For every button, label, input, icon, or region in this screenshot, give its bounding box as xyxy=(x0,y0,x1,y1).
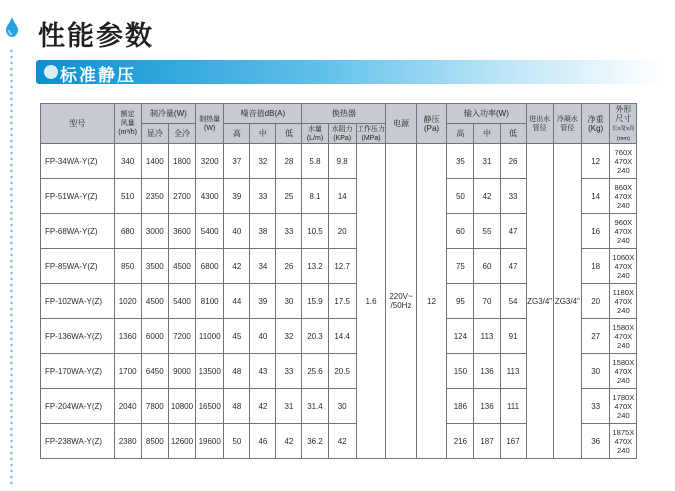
cell-sensible: 4500 xyxy=(141,284,168,319)
dimension-line: 760X xyxy=(614,147,633,157)
cell-power-mid: 55 xyxy=(474,214,500,249)
cell-power-low: 91 xyxy=(500,319,526,354)
cell-noise-high: 50 xyxy=(224,424,250,459)
dimension-line: 470X xyxy=(614,191,633,201)
dimension-line: 470X xyxy=(614,261,633,271)
banner-bullet-icon xyxy=(44,65,58,79)
cell-water-resistance: 30 xyxy=(328,389,356,424)
cell-weight: 12 xyxy=(582,144,610,179)
col-noise-high: 高 xyxy=(224,124,250,144)
cell-noise-low: 28 xyxy=(276,144,302,179)
cell-power-mid: 60 xyxy=(474,249,500,284)
cell-water-resistance: 20 xyxy=(328,214,356,249)
cell-noise-low: 33 xyxy=(276,354,302,389)
cell-airflow: 680 xyxy=(114,214,141,249)
cell-weight: 30 xyxy=(582,354,610,389)
cell-model: FP-85WA-Y(Z) xyxy=(41,249,115,284)
cell-noise-low: 26 xyxy=(276,249,302,284)
cell-power-high: 35 xyxy=(447,144,474,179)
cell-heating: 6800 xyxy=(196,249,224,284)
cell-power-low: 111 xyxy=(500,389,526,424)
section-title: 标准静压 xyxy=(60,66,136,86)
cell-total: 7200 xyxy=(168,319,195,354)
dimension-line: 1780X xyxy=(612,392,635,402)
cell-total: 9000 xyxy=(168,354,195,389)
cell-heating: 4300 xyxy=(196,179,224,214)
cell-airflow: 850 xyxy=(114,249,141,284)
cell-airflow: 510 xyxy=(114,179,141,214)
col-water-flow: 水量 (L/m) xyxy=(302,124,328,144)
col-airflow: 额定 风量 (m³/h) xyxy=(114,104,141,144)
dimension-line: 240 xyxy=(617,200,630,210)
cell-total: 10800 xyxy=(168,389,195,424)
cell-dimensions xyxy=(610,179,637,214)
cell-dimensions xyxy=(610,249,637,284)
dimension-line: 240 xyxy=(617,235,630,245)
cell-noise-low: 33 xyxy=(276,214,302,249)
cell-noise-high: 39 xyxy=(224,179,250,214)
cell-sensible: 7800 xyxy=(141,389,168,424)
cell-power-low: 33 xyxy=(500,179,526,214)
dimension-line: 470X xyxy=(614,401,633,411)
cell-noise-mid: 46 xyxy=(250,424,276,459)
cell-noise-high: 40 xyxy=(224,214,250,249)
dimension-line: 1180X xyxy=(612,287,635,297)
cell-power-low: 167 xyxy=(500,424,526,459)
cell-power-mid: 187 xyxy=(474,424,500,459)
cell-noise-mid: 42 xyxy=(250,389,276,424)
cell-power-high: 216 xyxy=(447,424,474,459)
cell-water-resistance: 14.4 xyxy=(328,319,356,354)
cell-water-flow: 13.2 xyxy=(302,249,328,284)
col-heat-exchanger: 换热器 xyxy=(302,104,386,124)
cell-airflow: 340 xyxy=(114,144,141,179)
cell-weight: 14 xyxy=(582,179,610,214)
cell-heating: 5400 xyxy=(196,214,224,249)
col-heating: 制热量 (W) xyxy=(196,104,224,144)
cell-noise-high: 48 xyxy=(224,389,250,424)
cell-airflow: 1360 xyxy=(114,319,141,354)
cell-water-resistance: 14 xyxy=(328,179,356,214)
cell-model: FP-68WA-Y(Z) xyxy=(41,214,115,249)
cell-total: 12600 xyxy=(168,424,195,459)
dimension-line: 1060X xyxy=(612,252,635,262)
cell-power-high: 60 xyxy=(447,214,474,249)
water-drop-icon xyxy=(4,16,20,38)
cell-water-flow: 15.9 xyxy=(302,284,328,319)
cell-power-mid: 31 xyxy=(474,144,500,179)
cell-dimensions xyxy=(610,284,637,319)
cell-noise-mid: 32 xyxy=(250,144,276,179)
cell-power-low: 47 xyxy=(500,214,526,249)
dimension-line: 860X xyxy=(614,182,633,192)
dimension-line: 1580X xyxy=(612,322,635,332)
cell-airflow: 2380 xyxy=(114,424,141,459)
cell-heating: 16500 xyxy=(196,389,224,424)
cell-airflow: 2040 xyxy=(114,389,141,424)
cell-power-high: 95 xyxy=(447,284,474,319)
cell-model: FP-51WA-Y(Z) xyxy=(41,179,115,214)
cell-water-flow: 25.6 xyxy=(302,354,328,389)
dimension-line: 1875X xyxy=(612,427,635,437)
col-power-low: 低 xyxy=(500,124,526,144)
cell-water-flow: 10.5 xyxy=(302,214,328,249)
cell-noise-low: 32 xyxy=(276,319,302,354)
cell-power-mid: 70 xyxy=(474,284,500,319)
dimension-line: 240 xyxy=(617,340,630,350)
col-condensate: 冷凝水 管径 xyxy=(553,104,581,144)
col-power-mid: 中 xyxy=(474,124,500,144)
cell-noise-mid: 40 xyxy=(250,319,276,354)
cell-water-flow: 36.2 xyxy=(302,424,328,459)
cell-water-flow: 20.3 xyxy=(302,319,328,354)
cell-sensible: 3000 xyxy=(141,214,168,249)
cell-model: FP-238WA-Y(Z) xyxy=(41,424,115,459)
dimension-line: 240 xyxy=(617,375,630,385)
cell-power-high: 75 xyxy=(447,249,474,284)
power-supply-voltage: 220V~ xyxy=(389,292,413,301)
cell-noise-low: 25 xyxy=(276,179,302,214)
cell-power-low: 47 xyxy=(500,249,526,284)
cell-water-resistance: 17.5 xyxy=(328,284,356,319)
col-model: 型号 xyxy=(41,104,115,144)
cell-dimensions xyxy=(610,424,637,459)
col-water-resistance: 水阻力 (KPa) xyxy=(328,124,356,144)
cell-sensible: 1400 xyxy=(141,144,168,179)
cell-airflow: 1020 xyxy=(114,284,141,319)
cell-dimensions xyxy=(610,354,637,389)
cell-power-low: 54 xyxy=(500,284,526,319)
cell-inlet-outlet: ZG3/4" xyxy=(526,144,553,459)
cell-dimensions xyxy=(610,319,637,354)
cell-power-mid: 136 xyxy=(474,389,500,424)
cell-noise-low: 31 xyxy=(276,389,302,424)
table-header-row xyxy=(41,104,667,124)
cell-water-flow: 5.8 xyxy=(302,144,328,179)
cell-model: FP-204WA-Y(Z) xyxy=(41,389,115,424)
col-cooling: 制冷量(W) xyxy=(141,104,195,124)
power-supply-frequency: /50Hz xyxy=(390,301,412,310)
dotted-margin-line xyxy=(9,48,14,488)
cell-power-high: 186 xyxy=(447,389,474,424)
cell-noise-high: 45 xyxy=(224,319,250,354)
cell-total: 4500 xyxy=(168,249,195,284)
cell-airflow: 1700 xyxy=(114,354,141,389)
cell-working-pressure: 1.6 xyxy=(356,144,385,459)
cell-water-resistance: 42 xyxy=(328,424,356,459)
cell-power-high: 150 xyxy=(447,354,474,389)
cell-noise-high: 37 xyxy=(224,144,250,179)
cell-power-supply xyxy=(386,144,417,459)
cell-sensible: 2350 xyxy=(141,179,168,214)
cell-power-high: 50 xyxy=(447,179,474,214)
cell-total: 1800 xyxy=(168,144,195,179)
dimension-line: 470X xyxy=(614,366,633,376)
cell-noise-mid: 33 xyxy=(250,179,276,214)
table-row xyxy=(41,144,667,179)
cell-noise-mid: 38 xyxy=(250,214,276,249)
cell-sensible: 3500 xyxy=(141,249,168,284)
cell-power-low: 26 xyxy=(500,144,526,179)
dimension-line: 470X xyxy=(614,331,633,341)
cell-heating: 13500 xyxy=(196,354,224,389)
cell-heating: 3200 xyxy=(196,144,224,179)
cell-weight: 20 xyxy=(582,284,610,319)
cell-noise-high: 42 xyxy=(224,249,250,284)
col-total: 全冷 xyxy=(168,124,195,144)
page-title: 性能参数 xyxy=(38,21,154,52)
cell-heating: 19600 xyxy=(196,424,224,459)
col-noise: 噪音值dB(A) xyxy=(224,104,302,124)
dimension-line: 240 xyxy=(617,270,630,280)
dimension-line: 240 xyxy=(617,305,630,315)
col-power-supply: 电源 xyxy=(386,104,417,144)
col-power-high: 高 xyxy=(447,124,474,144)
col-static-pressure: 静压 (Pa) xyxy=(416,104,447,144)
col-weight: 净重 (Kg) xyxy=(582,104,610,144)
dimension-line: 960X xyxy=(614,217,633,227)
cell-dimensions xyxy=(610,144,637,179)
cell-heating: 11000 xyxy=(196,319,224,354)
col-sensible: 显冷 xyxy=(141,124,168,144)
cell-total: 2700 xyxy=(168,179,195,214)
cell-water-flow: 8.1 xyxy=(302,179,328,214)
cell-water-resistance: 12.7 xyxy=(328,249,356,284)
col-dimensions: 外形 尺寸 长x宽x高 (mm) xyxy=(610,104,637,144)
cell-noise-mid: 39 xyxy=(250,284,276,319)
cell-static-pressure: 12 xyxy=(416,144,447,459)
cell-water-resistance: 20.5 xyxy=(328,354,356,389)
spec-table xyxy=(40,103,667,459)
cell-noise-low: 30 xyxy=(276,284,302,319)
cell-dimensions xyxy=(610,214,637,249)
dimension-line: 240 xyxy=(617,410,630,420)
cell-weight: 27 xyxy=(582,319,610,354)
cell-model: FP-136WA-Y(Z) xyxy=(41,319,115,354)
cell-heating: 8100 xyxy=(196,284,224,319)
dimension-line: 470X xyxy=(614,226,633,236)
cell-sensible: 6450 xyxy=(141,354,168,389)
cell-water-flow: 31.4 xyxy=(302,389,328,424)
cell-weight: 18 xyxy=(582,249,610,284)
cell-noise-mid: 43 xyxy=(250,354,276,389)
dimension-line: 470X xyxy=(614,436,633,446)
cell-total: 3600 xyxy=(168,214,195,249)
cell-weight: 36 xyxy=(582,424,610,459)
cell-model: FP-102WA-Y(Z) xyxy=(41,284,115,319)
cell-noise-low: 42 xyxy=(276,424,302,459)
cell-total: 5400 xyxy=(168,284,195,319)
cell-model: FP-34WA-Y(Z) xyxy=(41,144,115,179)
section-banner xyxy=(36,60,666,84)
cell-noise-high: 44 xyxy=(224,284,250,319)
dimension-line: 1580X xyxy=(612,357,635,367)
cell-sensible: 8500 xyxy=(141,424,168,459)
col-input-power: 输入功率(W) xyxy=(447,104,526,124)
col-noise-low: 低 xyxy=(276,124,302,144)
cell-weight: 16 xyxy=(582,214,610,249)
cell-power-low: 113 xyxy=(500,354,526,389)
cell-condensate: ZG3/4" xyxy=(553,144,581,459)
cell-weight: 33 xyxy=(582,389,610,424)
dimension-line: 470X xyxy=(614,296,633,306)
cell-power-high: 124 xyxy=(447,319,474,354)
cell-water-resistance: 9.8 xyxy=(328,144,356,179)
cell-noise-high: 48 xyxy=(224,354,250,389)
cell-power-mid: 136 xyxy=(474,354,500,389)
col-noise-mid: 中 xyxy=(250,124,276,144)
table-body xyxy=(41,144,667,459)
dimension-line: 240 xyxy=(617,165,630,175)
col-inlet-outlet: 进出水 管径 xyxy=(526,104,553,144)
cell-noise-mid: 34 xyxy=(250,249,276,284)
cell-sensible: 6000 xyxy=(141,319,168,354)
col-working-pressure: 工作压力 (MPa) xyxy=(357,125,386,142)
cell-power-mid: 113 xyxy=(474,319,500,354)
dimension-line: 240 xyxy=(617,445,630,455)
cell-dimensions xyxy=(610,389,637,424)
dimension-line: 470X xyxy=(614,156,633,166)
cell-power-mid: 42 xyxy=(474,179,500,214)
cell-model: FP-170WA-Y(Z) xyxy=(41,354,115,389)
